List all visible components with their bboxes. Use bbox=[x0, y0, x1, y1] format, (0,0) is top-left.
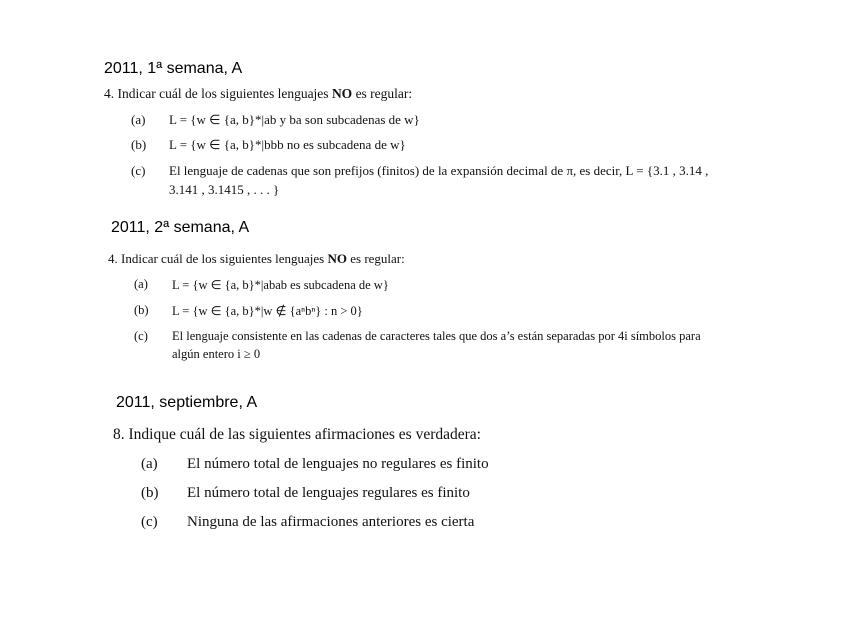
question-text-post: es regular: bbox=[347, 251, 405, 266]
option-label: (b) bbox=[141, 485, 159, 501]
question-text-bold: NO bbox=[327, 251, 347, 266]
option-label: (c) bbox=[141, 514, 158, 530]
option-text: L = {w ∈ {a, b}*|abab es subcadena de w} bbox=[172, 278, 389, 292]
option-text: L = {w ∈ {a, b}*|w ∉ {aⁿbⁿ} : n > 0} bbox=[172, 304, 363, 318]
question-text-pre: Indicar cuál de los siguientes lenguajes bbox=[117, 86, 332, 101]
option-text: L = {w ∈ {a, b}*|ab y ba son subcadenas de w} bbox=[169, 112, 420, 127]
option-label: (a) bbox=[134, 277, 148, 291]
question-number: 4. bbox=[104, 86, 115, 101]
option-label: (b) bbox=[131, 137, 147, 152]
question-text-pre: Indique cuál de las siguientes afirmaciones es verdadera: bbox=[128, 426, 481, 443]
option-text: L = {w ∈ {a, b}*|bbb no es subcadena de w} bbox=[169, 137, 406, 152]
section-heading: 2011, 2ª semana, A bbox=[111, 219, 250, 236]
question-statement bbox=[104, 86, 412, 102]
question-number: 8. bbox=[113, 426, 125, 443]
question-text-bold: NO bbox=[331, 86, 353, 101]
option-label: (c) bbox=[131, 163, 146, 178]
option-text: El número total de lenguajes regulares es finito bbox=[187, 485, 470, 501]
question-number: 4. bbox=[108, 251, 118, 266]
option-label: (a) bbox=[131, 112, 146, 127]
question-text-post: es regular: bbox=[352, 86, 413, 101]
option-label: (c) bbox=[134, 329, 148, 343]
question-text-pre: Indicar cuál de los siguientes lenguajes bbox=[121, 251, 328, 266]
question-statement bbox=[108, 251, 405, 267]
option-text-continued: 3.141 , 3.1415 , . . . } bbox=[169, 182, 280, 197]
option-label: (a) bbox=[141, 456, 158, 472]
option-text: El número total de lenguajes no regulares es finito bbox=[187, 456, 489, 472]
section-heading: 2011, 1ª semana, A bbox=[104, 60, 243, 77]
option-text: Ninguna de las afirmaciones anteriores es cierta bbox=[187, 514, 475, 530]
option-text: El lenguaje consistente en las cadenas de caracteres tales que dos a’s están separadas por 4i símbolos para bbox=[172, 329, 701, 343]
option-label: (b) bbox=[134, 303, 149, 317]
option-text-continued: algún entero i ≥ 0 bbox=[172, 347, 261, 361]
option-text: El lenguaje de cadenas que son prefijos (finitos) de la expansión decimal de π, es decir, L = {3.1 , 3.14 , bbox=[169, 163, 709, 178]
section-heading: 2011, septiembre, A bbox=[116, 394, 258, 411]
question-statement bbox=[113, 426, 481, 444]
